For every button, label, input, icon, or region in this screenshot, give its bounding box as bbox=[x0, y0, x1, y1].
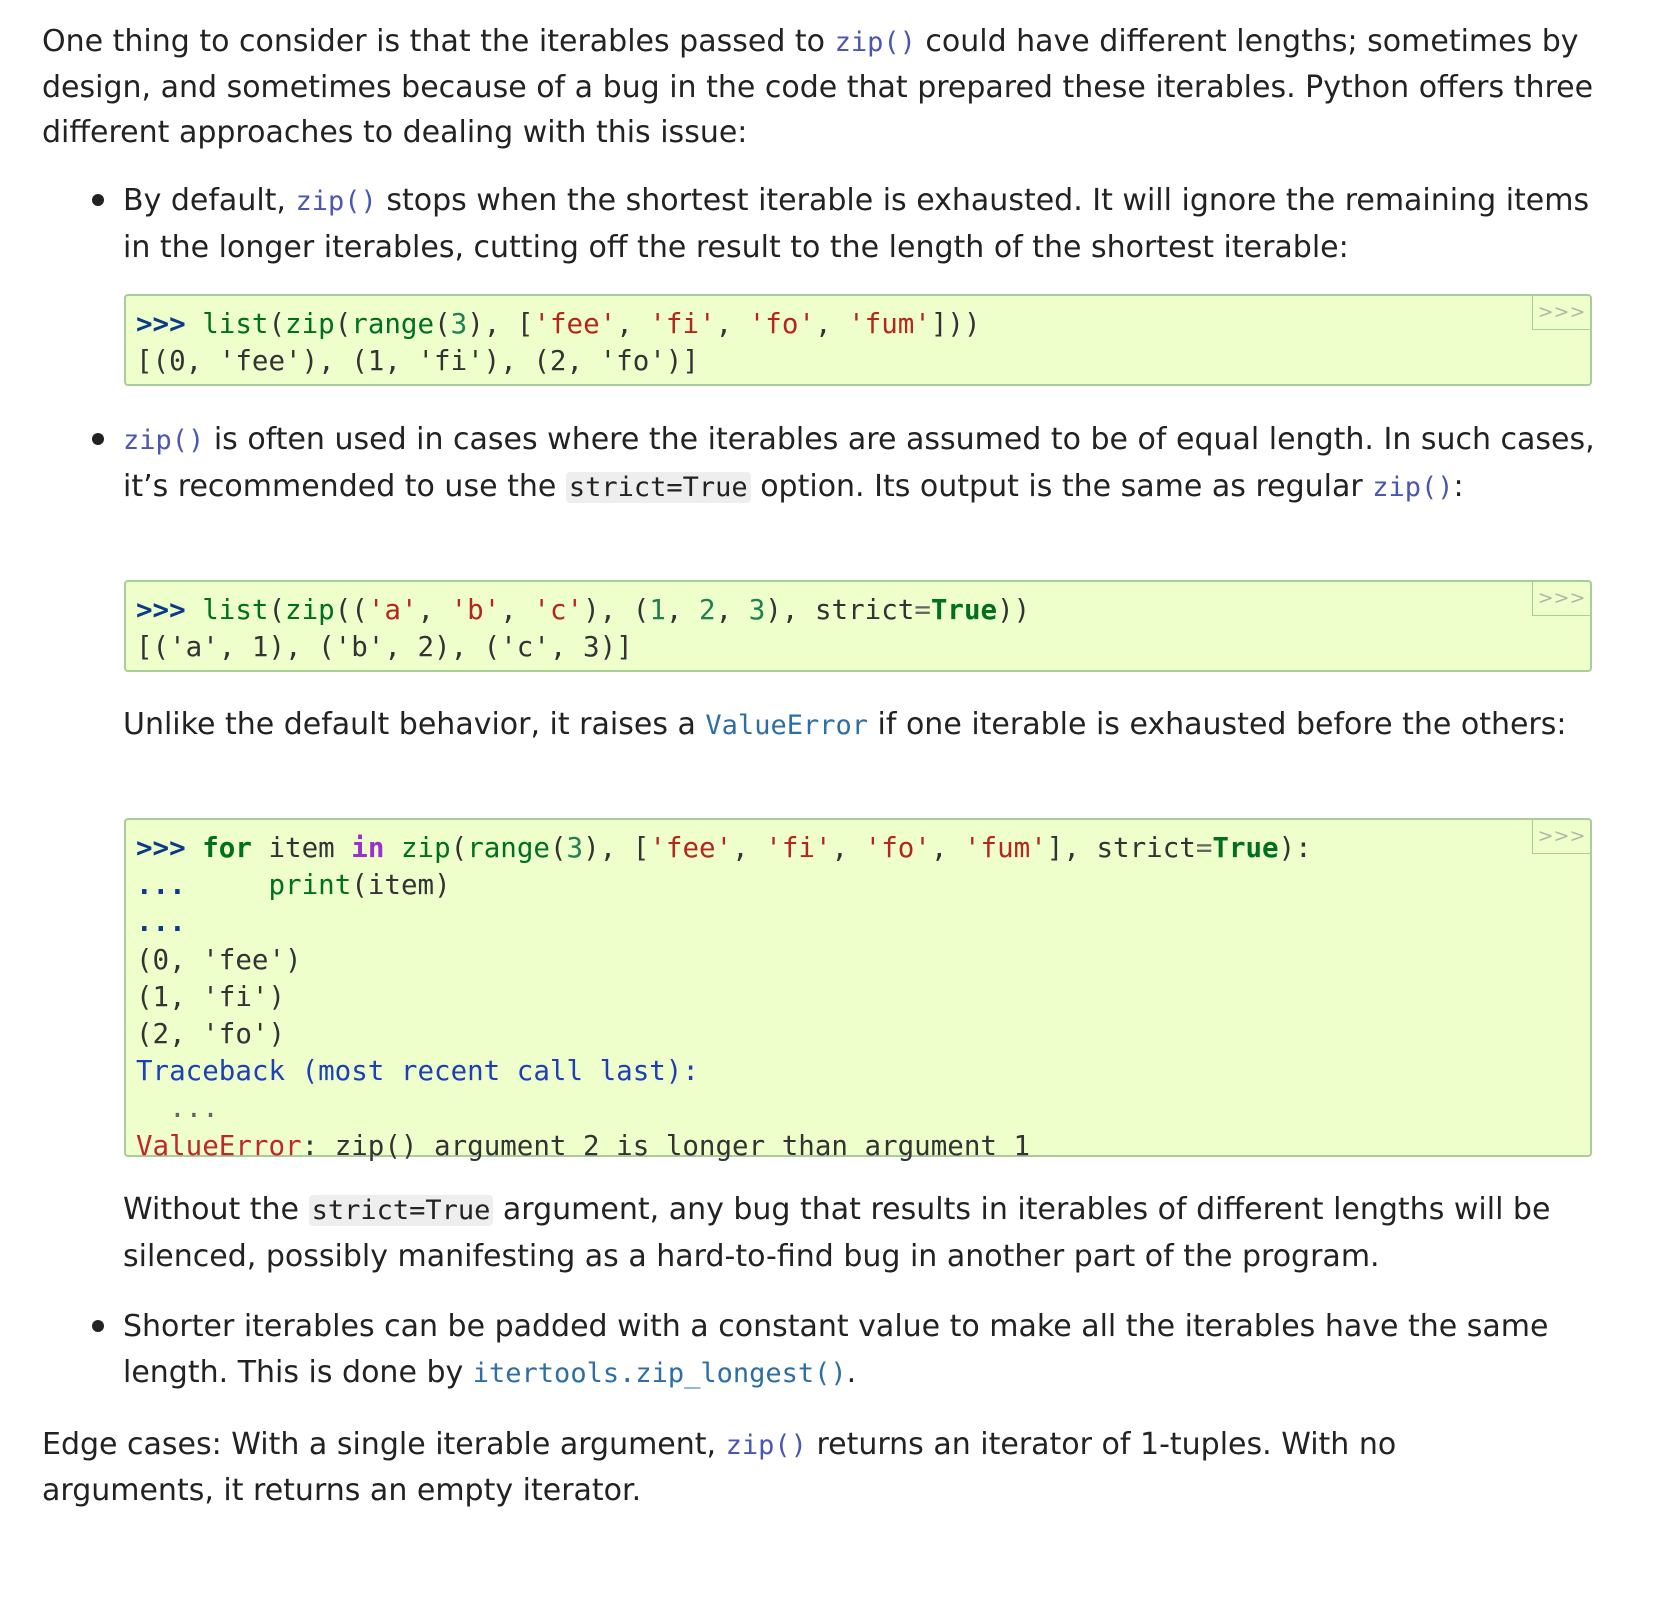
bullet-dot bbox=[92, 194, 104, 206]
zip-link[interactable]: zip() bbox=[725, 1430, 807, 1461]
bullet2-colon: : bbox=[1453, 469, 1464, 504]
unlike-paragraph bbox=[123, 702, 1603, 749]
code-output: (2, 'fo') bbox=[136, 1018, 286, 1051]
strict-literal: strict=True bbox=[309, 1195, 494, 1226]
code-output: [('a', 1), ('b', 2), ('c', 3)] bbox=[136, 631, 633, 664]
error-message: : zip() argument 2 is longer than argument 1 bbox=[301, 1129, 1031, 1162]
zip-link[interactable]: zip() bbox=[1372, 472, 1454, 503]
bullet2-text-mid: is often used in cases where the iterables are assumed to be of equal length. In such cases, it’s recommended to use the bbox=[123, 422, 1595, 504]
code-block-strict-error bbox=[124, 818, 1592, 1162]
bullet2-text-post: option. Its output is the same as regular bbox=[750, 469, 1373, 504]
code-listing: >>> for item in zip(range(3), ['fee', 'fi', 'fo', 'fum'], strict=True): ... print(item) ... (0, 'fee') (1, 'fi') (2, 'fo') Traceback (most recent call last): ... ValueError: zip() argument 2 is longer than argument 1 bbox=[136, 832, 1312, 1162]
unlike-text-pre: Unlike the default behavior, it raises a bbox=[123, 707, 706, 742]
edge-text-pre: Edge cases: With a single iterable argument, bbox=[42, 1427, 726, 1462]
code-listing: >>> list(zip(range(3), ['fee', 'fi', 'fo', 'fum'])) [(0, 'fee'), (1, 'fi'), (2, 'fo')] bbox=[136, 308, 981, 378]
unlike-text-post: if one iterable is exhausted before the others: bbox=[867, 707, 1567, 742]
prompt: >>> bbox=[136, 832, 186, 864]
code-block-default bbox=[124, 294, 1592, 386]
bullet-default-behavior bbox=[123, 178, 1623, 271]
strict-literal: strict=True bbox=[566, 472, 751, 503]
bullet-dot bbox=[92, 433, 104, 445]
bullet-zip-longest bbox=[123, 1304, 1623, 1397]
code-listing: >>> list(zip(('a', 'b', 'c'), (1, 2, 3), strict=True)) [('a', 1), ('b', 2), ('c', 3)] bbox=[136, 594, 1031, 664]
code-block-strict bbox=[124, 580, 1592, 672]
bullet1-text-pre: By default, bbox=[123, 183, 296, 218]
edge-text-post: returns an iterator of 1-tuples. With no arguments, it returns an empty iterator. bbox=[42, 1427, 1397, 1508]
error-name: ValueError bbox=[136, 1129, 302, 1162]
traceback-ellipsis: ... bbox=[136, 1092, 219, 1125]
code-output: [(0, 'fee'), (1, 'fi'), (2, 'fo')] bbox=[136, 345, 699, 378]
code-output: (1, 'fi') bbox=[136, 980, 286, 1013]
intro-text-after: could have different lengths; sometimes by design, and sometimes because of a bug in the code that prepared these iterables. Python offers three different approaches to dealing with this issue: bbox=[42, 24, 1594, 150]
prompt: >>> bbox=[136, 308, 186, 340]
continuation-prompt: ... bbox=[136, 869, 186, 902]
zip-link[interactable]: zip() bbox=[834, 27, 916, 58]
bullet-dot bbox=[92, 1320, 104, 1332]
intro-paragraph bbox=[42, 19, 1622, 155]
zip-link[interactable]: zip() bbox=[295, 186, 377, 217]
without-text-post: argument, any bug that results in iterables of different lengths will be silenced, possibly manifesting as a hard-to-find bug in another part of the program. bbox=[123, 1192, 1551, 1274]
bullet3-text-post: . bbox=[846, 1355, 857, 1390]
copy-prompt-toggle[interactable]: >>> bbox=[1532, 820, 1590, 854]
code-output: (0, 'fee') bbox=[136, 943, 302, 976]
copy-prompt-toggle[interactable]: >>> bbox=[1532, 582, 1590, 616]
copy-prompt-toggle[interactable]: >>> bbox=[1532, 296, 1590, 330]
without-strict-paragraph bbox=[123, 1187, 1623, 1280]
edge-cases-paragraph bbox=[42, 1422, 1542, 1513]
prompt: >>> bbox=[136, 594, 186, 626]
intro-text-before: One thing to consider is that the iterables passed to bbox=[42, 24, 835, 59]
zip-link[interactable]: zip() bbox=[123, 425, 205, 456]
traceback-header: Traceback (most recent call last): bbox=[136, 1055, 699, 1088]
zip-longest-link[interactable]: itertools.zip_longest() bbox=[472, 1358, 847, 1389]
bullet-strict-mode bbox=[123, 417, 1623, 511]
bullet1-text-post: stops when the shortest iterable is exhausted. It will ignore the remaining items in the longer iterables, cutting off the result to the length of the shortest iterable: bbox=[123, 183, 1590, 265]
bullet3-text-pre: Shorter iterables can be padded with a constant value to make all the iterables have the same length. This is done by bbox=[123, 1309, 1549, 1390]
without-text-pre: Without the bbox=[123, 1192, 309, 1227]
continuation-prompt: ... bbox=[136, 906, 186, 939]
valueerror-link[interactable]: ValueError bbox=[705, 710, 868, 741]
